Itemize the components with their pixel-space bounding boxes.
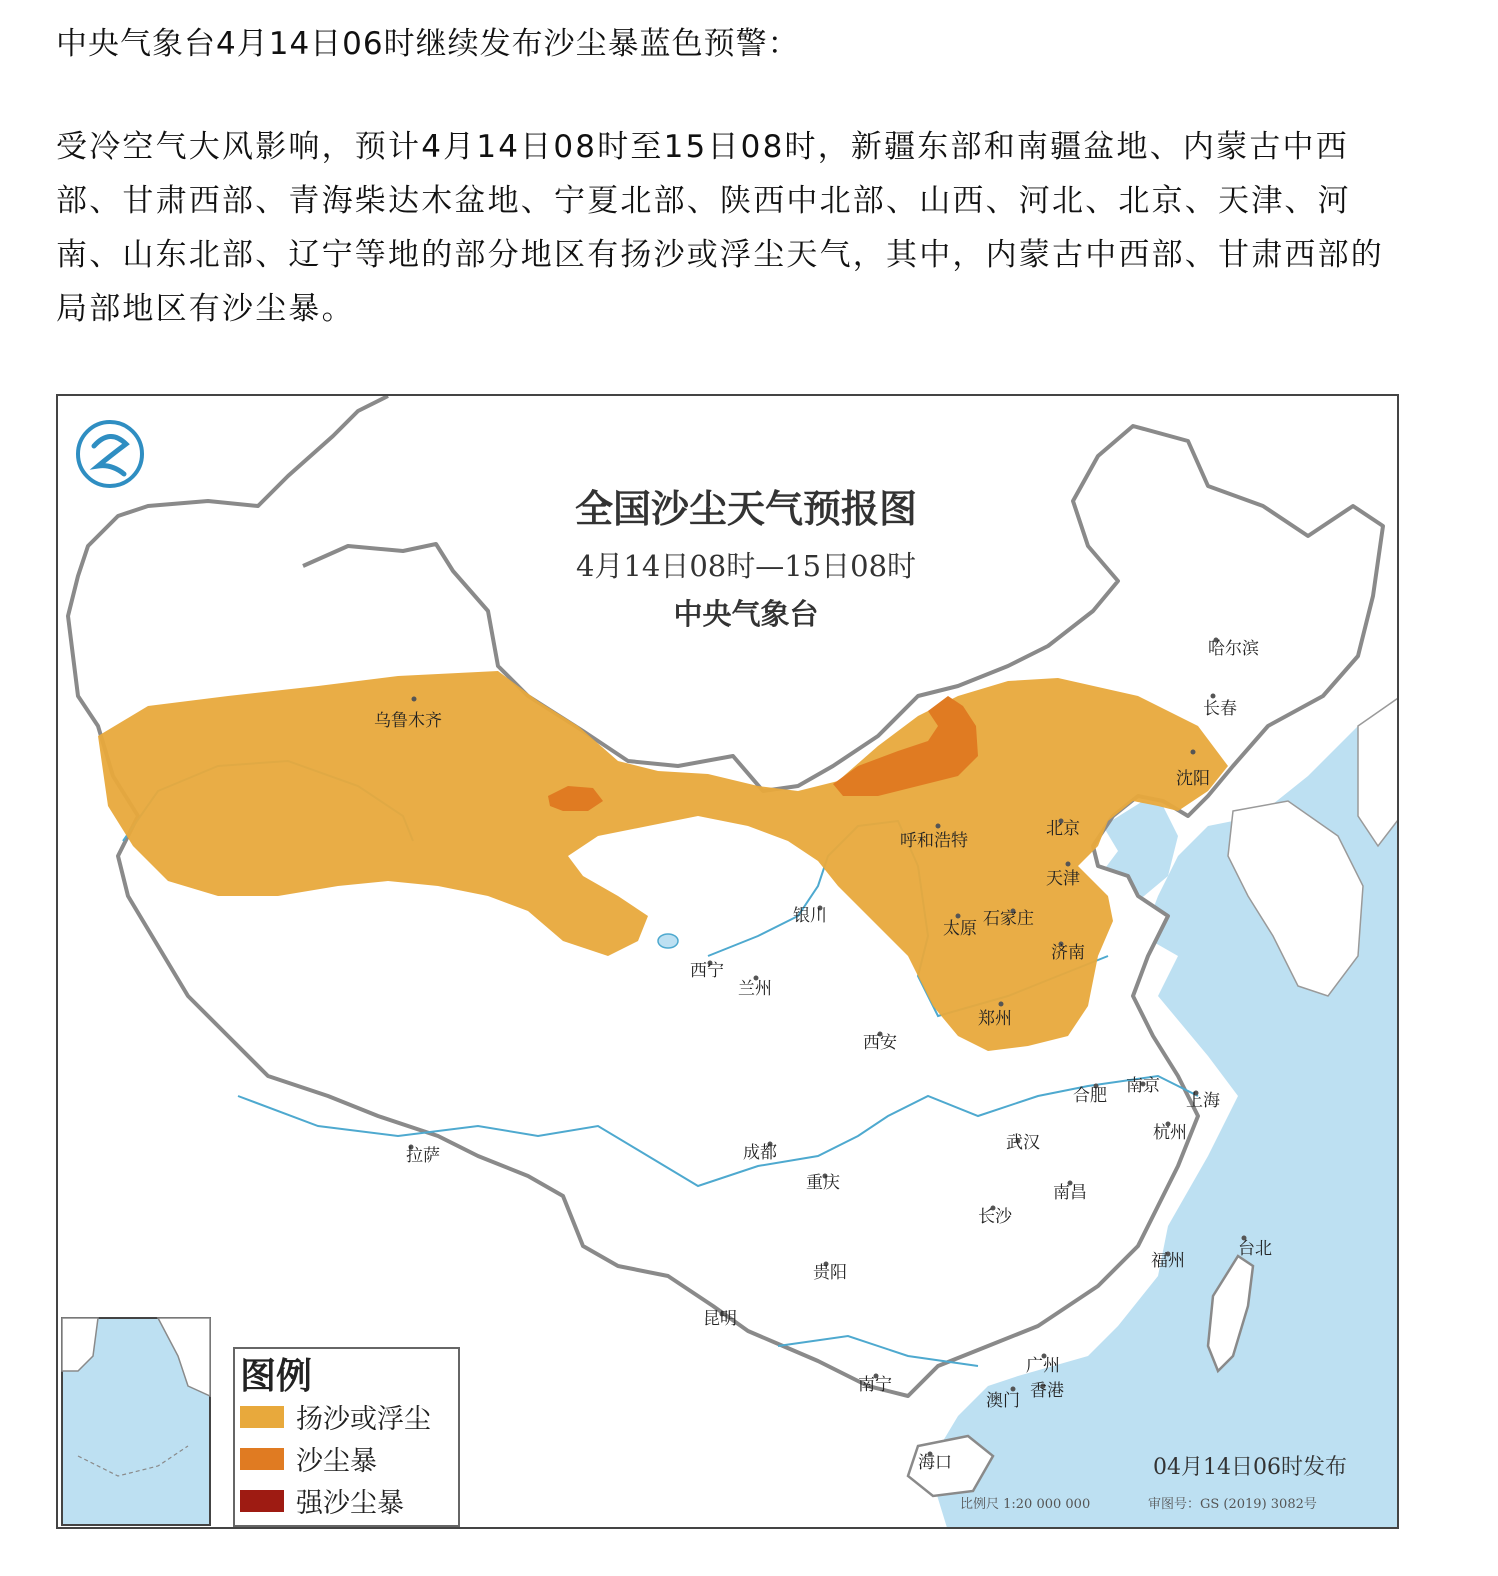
city-guiyang: 贵阳 bbox=[813, 1263, 847, 1283]
city-nanchang: 南昌 bbox=[1053, 1183, 1087, 1203]
map-title: 全国沙尘天气预报图 bbox=[574, 486, 918, 531]
map-approval: 审图号：GS (2019) 3082号 bbox=[1148, 1497, 1317, 1512]
city-hohhot: 呼和浩特 bbox=[900, 831, 968, 851]
city-tianjin: 天津 bbox=[1046, 869, 1080, 889]
city-taiyuan: 太原 bbox=[943, 919, 977, 939]
japan-land bbox=[1358, 696, 1399, 846]
legend-swatch-severe-sandstorm bbox=[240, 1490, 284, 1512]
city-guangzhou: 广州 bbox=[1026, 1356, 1060, 1376]
article bbox=[56, 18, 1401, 336]
city-chongqing: 重庆 bbox=[806, 1173, 840, 1193]
city-fuzhou: 福州 bbox=[1151, 1251, 1185, 1271]
city-wuhan: 武汉 bbox=[1006, 1133, 1040, 1153]
legend-label-sandstorm: 沙尘暴 bbox=[296, 1446, 377, 1477]
city-kunming: 昆明 bbox=[703, 1309, 737, 1329]
issued-time: 04月14日06时发布 bbox=[1153, 1455, 1347, 1480]
map-legend bbox=[234, 1348, 459, 1526]
legend-swatch-sandstorm bbox=[240, 1448, 284, 1470]
map-scale: 比例尺 1:20 000 000 bbox=[960, 1497, 1091, 1512]
city-nanning: 南宁 bbox=[858, 1375, 892, 1395]
city-lhasa: 拉萨 bbox=[406, 1146, 440, 1166]
legend-label-severe-sandstorm: 强沙尘暴 bbox=[296, 1488, 404, 1519]
south-china-sea-inset bbox=[62, 1318, 210, 1525]
city-haikou: 海口 bbox=[918, 1453, 952, 1473]
city-nanjing: 南京 bbox=[1126, 1076, 1160, 1096]
article-paragraph: 受冷空气大风影响，预计4月14日08时至15日08时，新疆东部和南疆盆地、内蒙古中西部、甘肃西部、青海柴达木盆地、宁夏北部、陕西中北部、山西、河北、北京、天津、河南、山东北部、辽宁等地的部分地区有扬沙或浮尘天气，其中，内蒙古中西部、甘肃西部的局部地区有沙尘暴。 bbox=[56, 129, 1384, 327]
city-lanzhou: 兰州 bbox=[738, 979, 772, 999]
map-canvas bbox=[58, 396, 1399, 1529]
city-shanghai: 上海 bbox=[1186, 1091, 1220, 1111]
legend-swatch-blowing-sand bbox=[240, 1406, 284, 1428]
qinghai-lake bbox=[658, 934, 678, 948]
city-shenyang: 沈阳 bbox=[1176, 769, 1210, 789]
map-period: 4月14日08时—15日08时 bbox=[575, 549, 917, 583]
city-changsha: 长沙 bbox=[978, 1207, 1012, 1227]
headline: 中央气象台4月14日06时继续发布沙尘暴蓝色预警： bbox=[56, 26, 800, 62]
city-shijiazhuang: 石家庄 bbox=[983, 909, 1034, 929]
legend-label-blowing-sand: 扬沙或浮尘 bbox=[296, 1404, 431, 1435]
legend-title: 图例 bbox=[240, 1355, 313, 1397]
city-xian: 西安 bbox=[863, 1033, 897, 1053]
city-urumqi: 乌鲁木齐 bbox=[374, 711, 442, 731]
city-yinchuan: 银川 bbox=[793, 906, 827, 926]
city-hangzhou: 杭州 bbox=[1153, 1123, 1187, 1143]
city-jinan: 济南 bbox=[1051, 943, 1085, 963]
city-chengdu: 成都 bbox=[743, 1143, 777, 1163]
city-macau: 澳门 bbox=[986, 1391, 1020, 1411]
map-issuer: 中央气象台 bbox=[673, 597, 819, 631]
city-taibei: 台北 bbox=[1238, 1239, 1272, 1259]
city-zhengzhou: 郑州 bbox=[978, 1009, 1012, 1029]
city-hefei: 合肥 bbox=[1073, 1086, 1107, 1106]
cma-logo bbox=[78, 422, 142, 486]
city-changchun: 长春 bbox=[1203, 699, 1237, 719]
dust-forecast-map bbox=[56, 394, 1399, 1529]
city-hongkong: 香港 bbox=[1030, 1381, 1064, 1401]
city-xining: 西宁 bbox=[690, 961, 724, 981]
city-harbin: 哈尔滨 bbox=[1208, 639, 1259, 659]
city-beijing: 北京 bbox=[1046, 819, 1080, 839]
